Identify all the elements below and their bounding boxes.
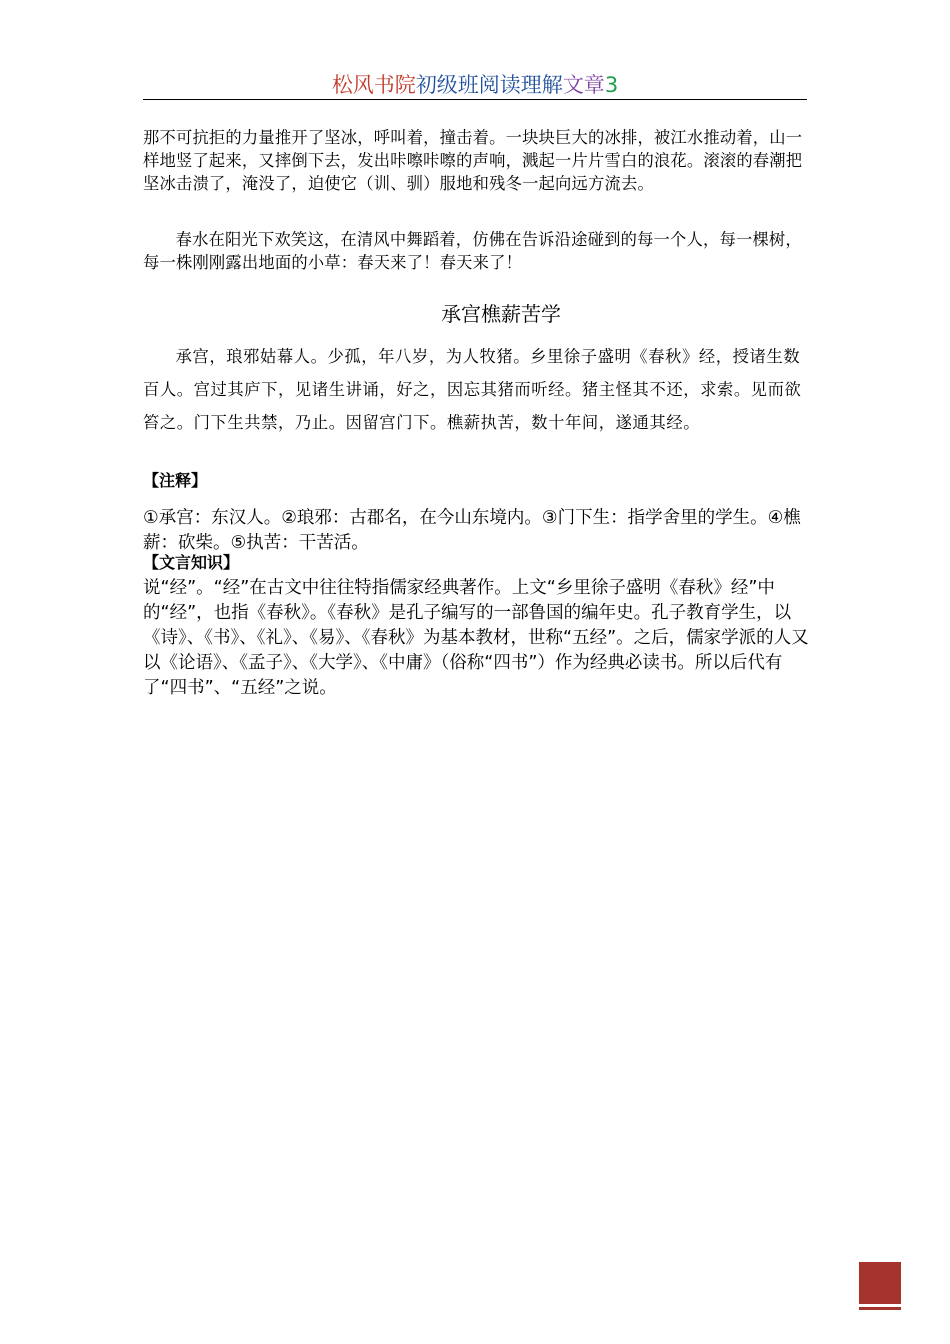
notes-text: ①承宫：东汉人。②琅邪：古郡名，在今山东境内。③门下生：指学舍里的学生。④樵薪：砍柴。⑤执苦：干苦活。 (143, 508, 801, 553)
header-divider (143, 99, 807, 100)
passage-paragraph-2 (143, 228, 815, 274)
passage-paragraph-1 (143, 126, 815, 195)
knowledge-text: 说“经”。“经”在古文中往往特指儒家经典著作。上文“乡里徐子盛明《春秋》经”中的“经”，也指《春秋》。《春秋》是孔子编写的一部鲁国的编年史。孔子教育学生，以《诗》、《书》、《礼》、《易》、《春秋》为基本教材，世称“五经”。之后，儒家学派的人又以《论语》、《孟子》、《大学》、《中庸》（俗称“四书”）作为经典必读书。所以后代有了“四书”、“五经”之说。 (143, 578, 809, 698)
knowledge-heading: 【文言知识】 (143, 553, 240, 572)
page-header-title (143, 72, 807, 98)
corner-decoration-rule (859, 1307, 901, 1310)
header-title-part-2: 初级班阅读理解 (415, 73, 563, 97)
header-title-part-1: 松风书院 (331, 73, 416, 97)
notes-heading: 【注释】 (143, 471, 208, 490)
notes-body (143, 506, 807, 556)
header-title-part-3: 文章 (562, 73, 605, 97)
story-body (143, 340, 811, 439)
knowledge-body (143, 576, 815, 701)
passage-paragraph-1-text: 那不可抗拒的力量推开了坚冰，呼叫着，撞击着。一块块巨大的冰排，被江水推动着，山一样地竖了起来，又摔倒下去，发出咔嚓咔嚓的声响，溅起一片片雪白的浪花。滚滚的春潮把坚冰击溃了，淹没了，迫使它（训、驯）服地和残冬一起向远方流去。 (143, 128, 803, 193)
story-title: 承宫樵薪苦学 (441, 302, 561, 326)
story-text: 承宫，琅邪姑幕人。少孤，年八岁，为人牧猪。乡里徐子盛明《春秋》经，授诸生数百人。宫过其庐下，见诸生讲诵，好之，因忘其猪而听经。猪主怪其不还，求索。见而欲笞之。门下生共禁，乃止。因留宫门下。樵薪执苦，数十年间，遂通其经。 (143, 347, 802, 432)
passage-paragraph-2-text: 春水在阳光下欢笑这，在清风中舞蹈着，仿佛在告诉沿途碰到的每一个人，每一棵树，每一株刚刚露出地面的小草：春天来了！春天来了！ (143, 230, 802, 272)
header-title-part-4: 3 (604, 73, 619, 97)
corner-decoration-square (859, 1262, 901, 1304)
